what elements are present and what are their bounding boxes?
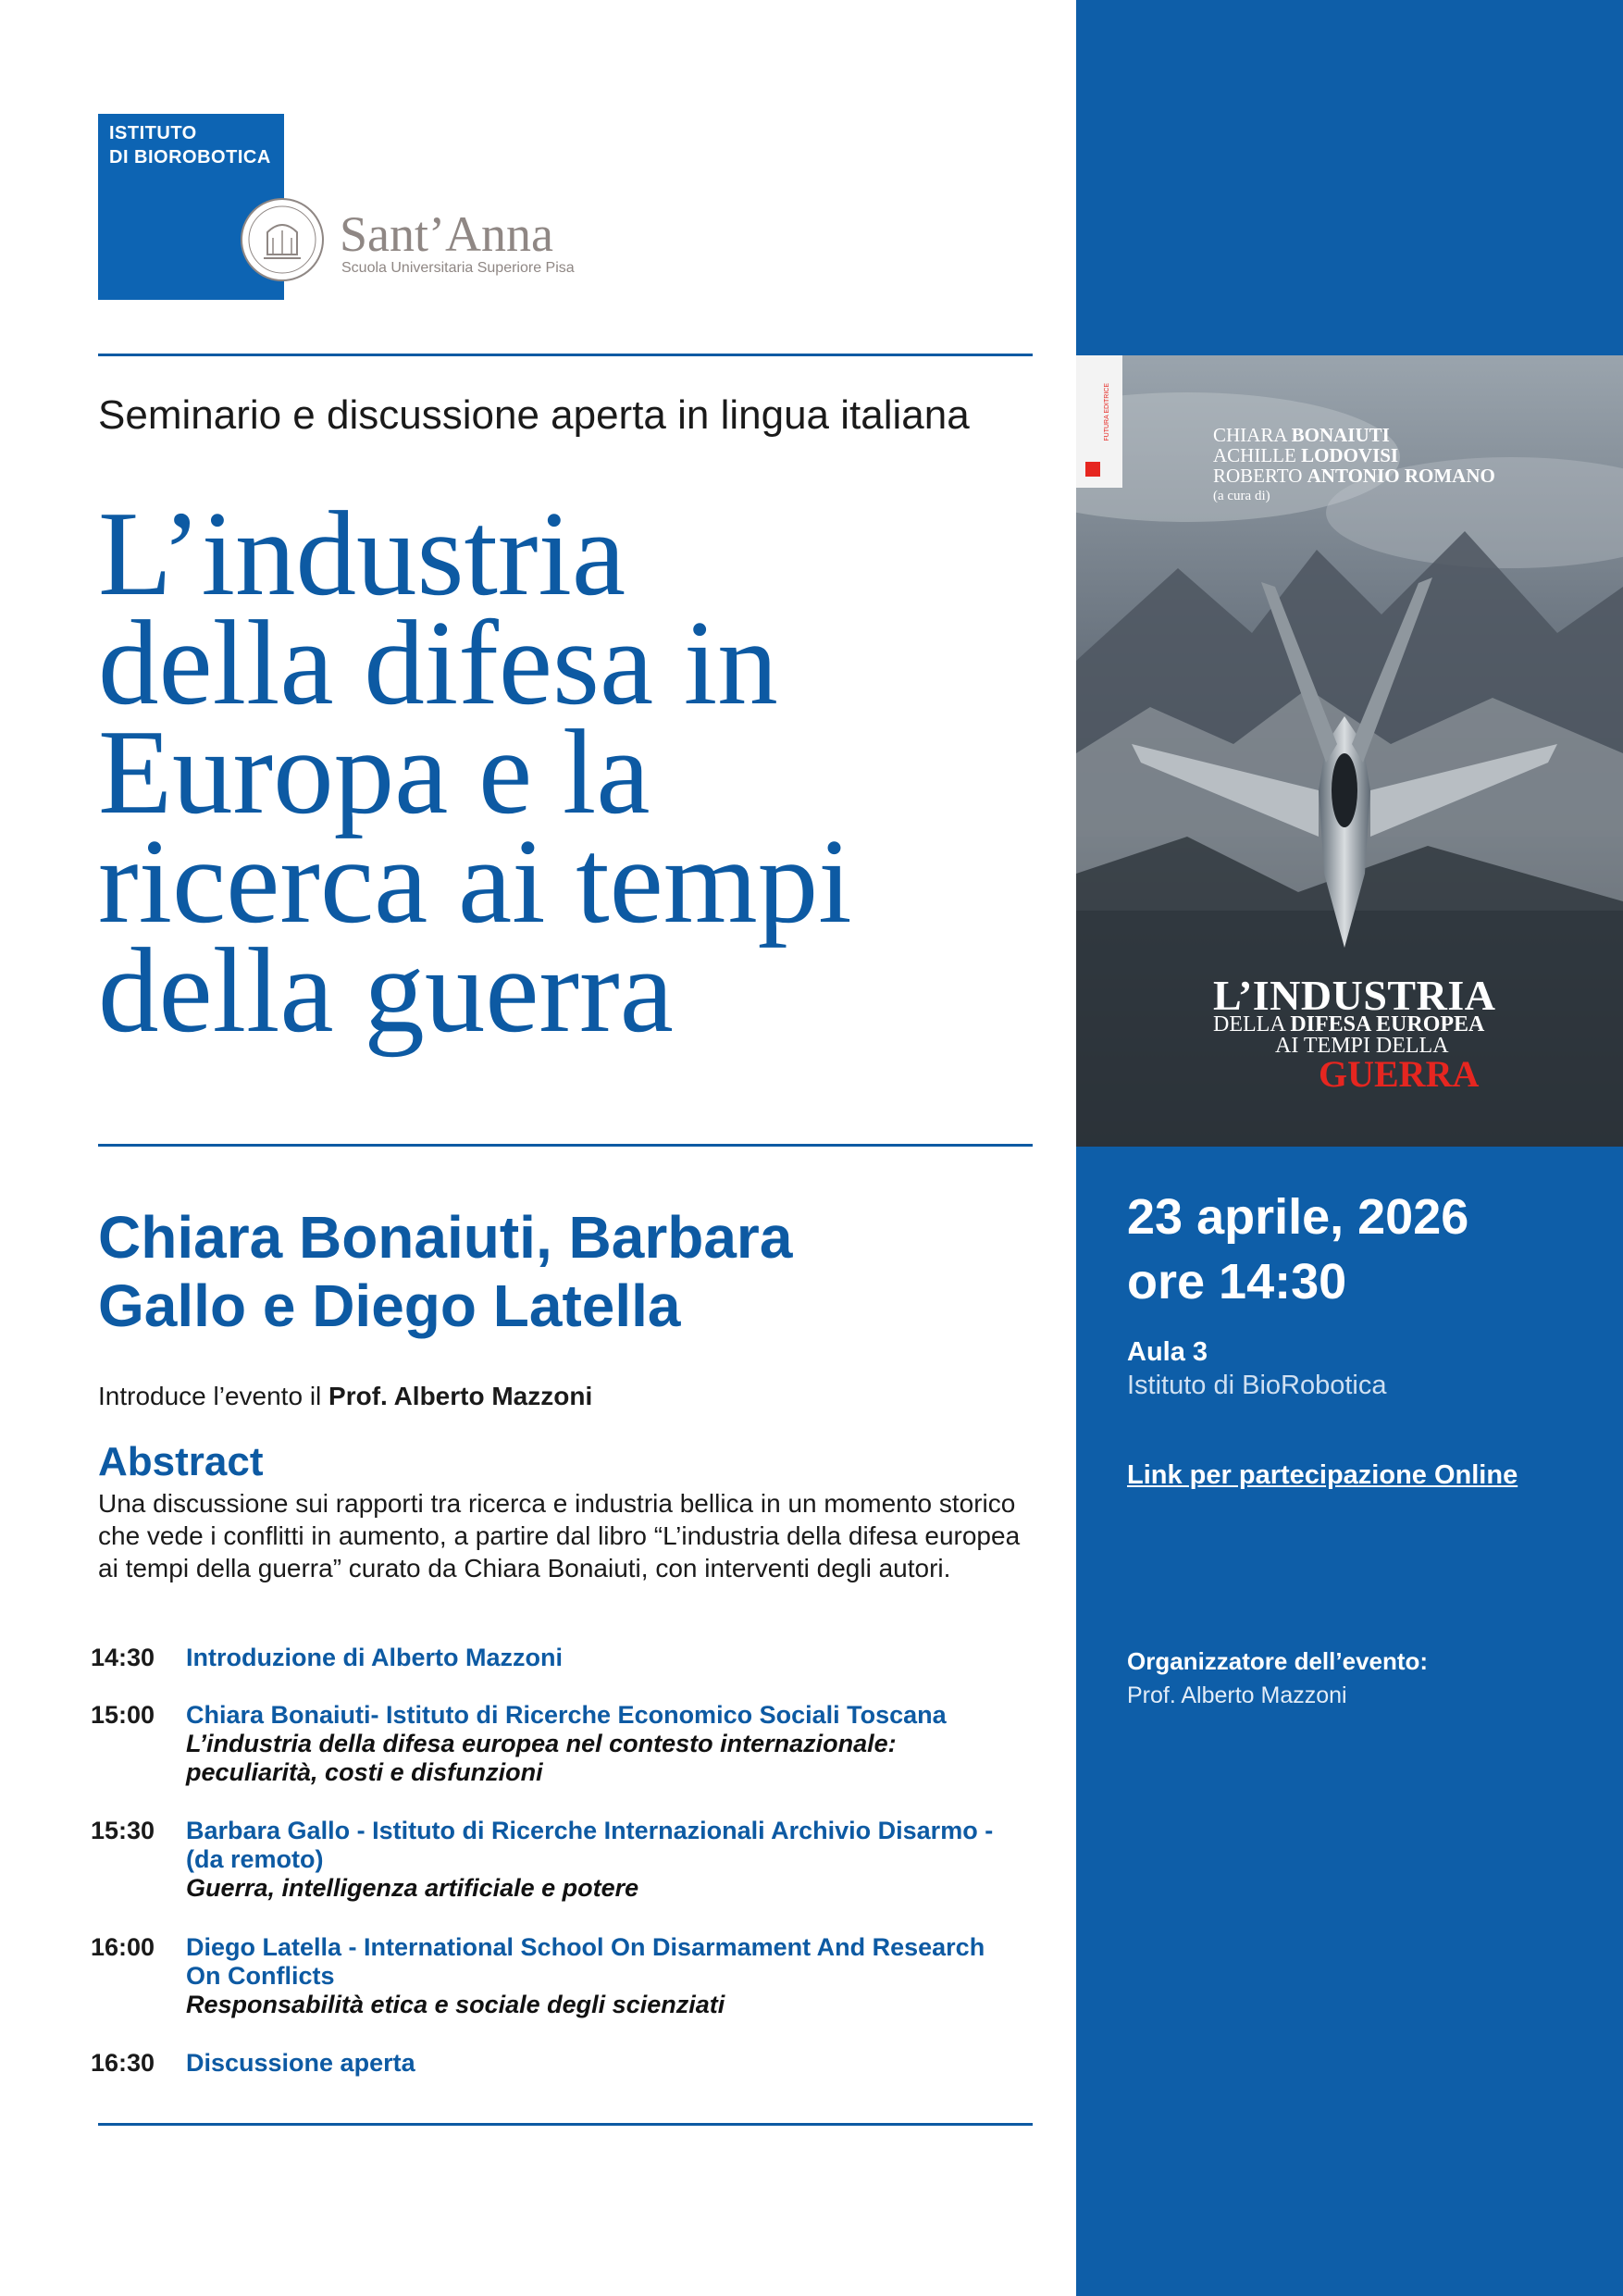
cover-title-line3: AI TEMPI DELLA <box>1275 1034 1449 1058</box>
program-time: 14:30 <box>91 1644 155 1671</box>
cover-editor-note: (a cura di) <box>1213 489 1270 503</box>
program-talk-title: L’industria della difesa europea nel contesto internazionale: peculiarità, costi e disfunzioni <box>186 1730 897 1786</box>
speakers-line: Gallo e Diego Latella <box>98 1272 681 1339</box>
abstract-text: Una discussione sui rapporti tra ricerca e industria bellica in un momento storico che vede i conflitti in aumento, a partire dal libro “L’industria della difesa europea ai tempi della guerra” curato da Chiara Bonaiuti, con interventi degli autori. <box>98 1489 1021 1582</box>
program-speaker: Chiara Bonaiuti- Istituto di Ricerche Economico Sociali Toscana <box>186 1701 947 1729</box>
online-participation-link[interactable]: Link per partecipazione Online <box>1127 1460 1518 1490</box>
program-speaker: Diego Latella - International School On Disarmament And Research On Conflicts <box>186 1933 985 1990</box>
publisher-name: FUTURA EDITRICE <box>1104 383 1110 441</box>
program-talk-title: Guerra, intelligenza artificiale e potere <box>186 1874 639 1902</box>
organizer-name: Prof. Alberto Mazzoni <box>1127 1682 1347 1708</box>
cover-author: CHIARA BONAIUTI <box>1213 424 1390 446</box>
title-line: Europa e la <box>98 705 650 839</box>
logo-text-line1: ISTITUTO <box>109 123 197 143</box>
cover-title-line2: DELLA DIFESA EUROPEA <box>1213 1012 1485 1036</box>
page-title <box>98 487 1023 1058</box>
program-speaker: Barbara Gallo - Istituto di Ricerche Internazionali Archivio Disarmo - (da remoto) <box>186 1817 994 1873</box>
book-cover <box>1076 355 1623 1147</box>
title-line: della difesa in <box>98 596 778 730</box>
cover-authors <box>1213 425 1495 506</box>
event-time-line: ore 14:30 <box>1127 1254 1347 1309</box>
abstract-heading: Abstract <box>98 1439 264 1484</box>
title-line: della guerra <box>98 924 674 1058</box>
event-venue: Istituto di BioRobotica <box>1127 1371 1387 1400</box>
divider-top <box>98 354 1033 356</box>
event-date-line: 23 aprile, 2026 <box>1127 1189 1469 1245</box>
event-room: Aula 3 <box>1127 1337 1208 1367</box>
speakers-heading <box>98 1203 931 1340</box>
organizer-heading: Organizzatore dell’evento: <box>1127 1647 1429 1675</box>
logo-text-line2: DI BIOROBOTICA <box>109 147 271 168</box>
intro-line <box>98 1382 592 1411</box>
program-speaker: Discussione aperta <box>186 2049 415 2077</box>
title-line: L’industria <box>98 487 626 621</box>
program-time: 16:00 <box>91 1933 155 1961</box>
speakers-line: Chiara Bonaiuti, Barbara <box>98 1204 793 1271</box>
cover-author: ROBERTO ANTONIO ROMANO <box>1213 465 1495 487</box>
divider-bottom <box>98 2123 1033 2126</box>
intro-host: Prof. Alberto Mazzoni <box>328 1382 593 1410</box>
cover-author: ACHILLE LODOVISI <box>1213 444 1399 466</box>
university-name: Sant’Anna <box>340 206 553 262</box>
program-time: 16:30 <box>91 2049 155 2077</box>
program-time: 15:30 <box>91 1817 155 1844</box>
event-date <box>1127 1185 1468 1314</box>
side-panel <box>1076 0 1623 2296</box>
cover-title-line1: L’INDUSTRIA <box>1213 972 1496 1019</box>
publisher-logo <box>1076 355 1122 488</box>
program-speaker: Introduzione di Alberto Mazzoni <box>186 1644 563 1671</box>
program-time: 15:00 <box>91 1701 155 1729</box>
divider-middle <box>98 1144 1033 1147</box>
publisher-mark-icon <box>1085 462 1100 477</box>
university-seal-icon <box>240 197 325 282</box>
intro-prefix: Introduce l’evento il <box>98 1382 329 1410</box>
program-talk-title: Responsabilità etica e sociale degli scienziati <box>186 1991 725 2018</box>
title-line: ricerca ai tempi <box>98 814 852 949</box>
university-subtitle: Scuola Universitaria Superiore Pisa <box>341 260 575 276</box>
cover-title-line4: GUERRA <box>1319 1053 1480 1095</box>
event-type: Seminario e discussione aperta in lingua italiana <box>98 392 970 438</box>
